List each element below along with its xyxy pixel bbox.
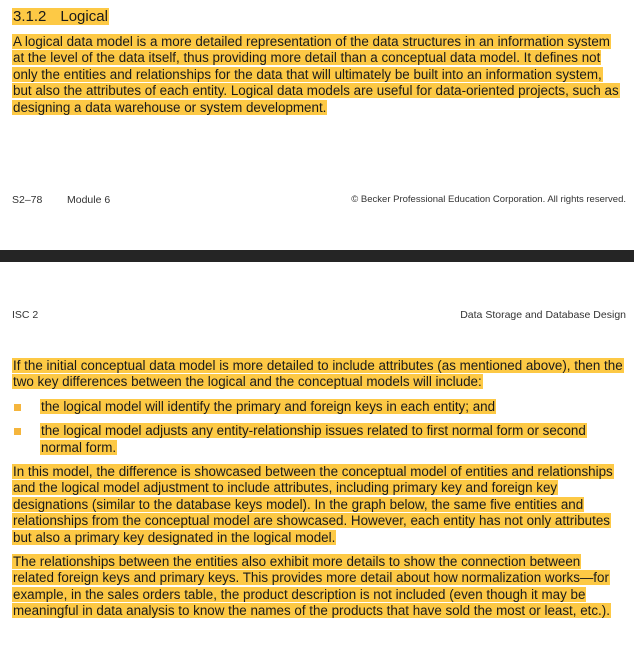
- highlighted-text: The relationships between the entities also exhibit more details to show the connection between related foreign keys and primary keys. This provides more detail about how normalization works—for example, in the sales orders table, the product description is not included (even though it may be meaningful in data analysis to know the names of the products that have sold the most or least, etc.).: [13, 554, 610, 619]
- module-label: Module 6: [67, 194, 111, 206]
- page-top: [0, 0, 634, 250]
- course-label: ISC 2: [12, 309, 39, 321]
- list-item-text: the logical model adjusts any entity-relationship issues related to first normal form or second normal form.: [41, 423, 586, 455]
- highlighted-text: If the initial conceptual data model is more detailed to include attributes (as mentioned above), then the two key differences between the logical and the conceptual models will include:: [13, 358, 623, 390]
- section-heading: [12, 7, 109, 27]
- logical-model-paragraph: [12, 34, 624, 116]
- intro-paragraph: [12, 358, 624, 391]
- key-differences-list: [12, 399, 624, 464]
- section-number: 3.1.2: [13, 8, 47, 25]
- highlighted-text: In this model, the difference is showcased between the conceptual model of entities and relationships and the logical model adjustment to include attributes, including primary key and foreign key designations (similar to the database keys model). In the graph below, the same five entities and relationships from the conceptual model are showcased. However, each entity has not only attributes but also a primary key designated in the logical model.: [13, 464, 613, 545]
- list-item: [12, 423, 624, 456]
- list-item: [12, 399, 624, 415]
- list-item-text: the logical model will identify the primary and foreign keys in each entity; and: [41, 399, 496, 414]
- section-title: Logical: [60, 8, 108, 25]
- page-separator: [0, 250, 634, 262]
- relationships-paragraph: [12, 554, 624, 620]
- bullet-square-icon: [14, 404, 21, 411]
- highlighted-text: A logical data model is a more detailed representation of the data structures in an information system at the level of the data itself, thus providing more detail than a conceptual data model. It defines not only the entities and relationships for the data that will ultimately be built into an information system, but also the attributes of each entity. Logical data models are useful for data-oriented projects, such as designing a data warehouse or system development.: [13, 34, 619, 115]
- chapter-title: Data Storage and Database Design: [460, 309, 626, 321]
- bullet-square-icon: [14, 428, 21, 435]
- page-number: S2–78: [12, 194, 43, 206]
- page-bottom: [0, 262, 634, 646]
- model-comparison-paragraph: [12, 464, 624, 546]
- copyright-notice: © Becker Professional Education Corporation. All rights reserved.: [351, 194, 626, 205]
